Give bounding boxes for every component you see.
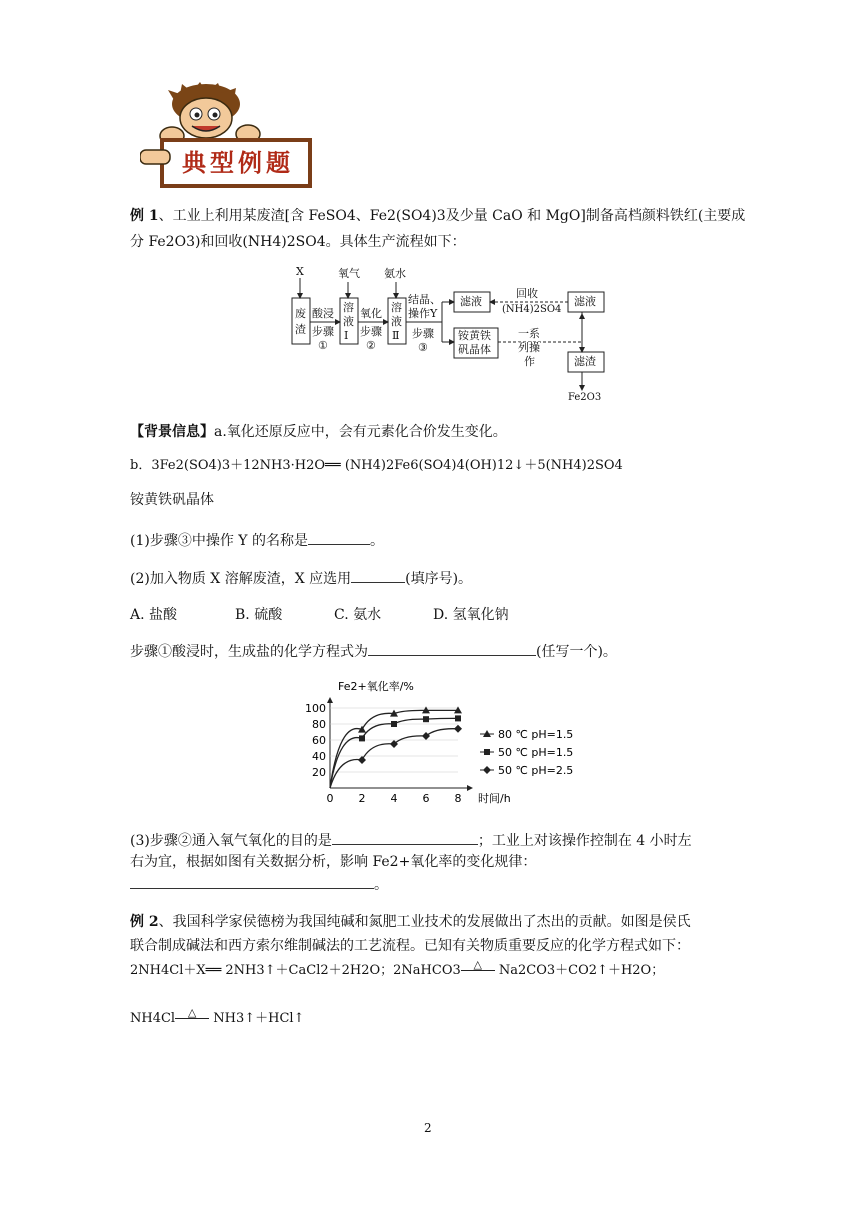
x-tick-label: 4 (390, 792, 398, 805)
x-tick-label: 8 (454, 792, 462, 805)
y-tick-label: 20 (312, 766, 326, 779)
legend-marker (484, 749, 490, 755)
background-info-a: 【背景信息】a.氧化还原反应中，会有元素化合价发生变化。 (130, 424, 507, 440)
question-2: (2)加入物质 X 溶解废渣，X 应选用 (填序号)。 (130, 568, 472, 589)
question-1: (1)步骤③中操作 Y 的名称是 。 (130, 530, 384, 551)
example-badge (140, 80, 320, 192)
ex1-line1: 例 1、工业上利用某废渣[含 FeSO4、Fe2(SO4)3及少量 CaO 和 MgO]制备高档颜料铁红(主要成 (130, 208, 746, 224)
option-a: A. 盐酸 (130, 607, 178, 623)
heat-triangle-icon: △ (175, 1008, 209, 1019)
heat-triangle-icon: △ (461, 960, 495, 971)
data-point (358, 756, 366, 764)
y-tick-label: 100 (305, 702, 326, 715)
data-point (455, 715, 461, 721)
option-b: B. 硫酸 (235, 607, 283, 623)
x-tick-label: 6 (422, 792, 430, 805)
series-line (330, 718, 458, 788)
series-line (330, 729, 458, 788)
flow-arrows (284, 266, 614, 410)
ex2-equation-1: 2NH4Cl＋X══ 2NH3↑＋CaCl2＋2H2O；2NaHCO3 △ Na2CO3＋CO2↑＋H2O； (130, 958, 665, 978)
oxidation-rate-chart (300, 676, 600, 812)
answer-blank-1[interactable] (308, 530, 370, 545)
y-axis-label: Fe2+氧化率/% (338, 680, 414, 693)
y-tick-label: 40 (312, 750, 326, 763)
badge-label: 典型例题 (182, 148, 294, 177)
answer-blank-5[interactable] (130, 874, 374, 889)
ex2-lead: 例 2 (130, 914, 159, 930)
ex2-line1: 例 2、我国科学家侯德榜为我国纯碱和氮肥工业技术的发展做出了杰出的贡献。如图是侯氏 (130, 914, 691, 930)
legend-label: 50 ℃ pH=1.5 (498, 746, 574, 759)
page-number: 2 (424, 1121, 432, 1135)
ex2-equation-2: NH4Cl △ NH3↑＋HCl↑ (130, 1006, 305, 1026)
legend-label: 50 ℃ pH=2.5 (498, 764, 574, 777)
data-point (359, 735, 365, 741)
ex1-lead: 例 1 (130, 208, 159, 224)
legend-marker (483, 766, 491, 774)
y-tick-label: 80 (312, 718, 326, 731)
question-3-line3: 。 (130, 874, 388, 895)
ex1-line2: 分 Fe2O3)和回收(NH4)2SO4。具体生产流程如下： (130, 234, 466, 250)
x-tick-label: 0 (326, 792, 334, 805)
data-point (423, 716, 429, 722)
option-c: C. 氨水 (334, 607, 382, 623)
ex2-line2: 联合制成碱法和西方索尔维制碱法的工艺流程。已知有关物质重要反应的化学方程式如下： (130, 938, 690, 954)
x-tick-label: 2 (358, 792, 366, 805)
question-3-line2: 右为宜，根据如图有关数据分析，影响 Fe2+氧化率的变化规律： (130, 854, 537, 870)
option-d: D. 氢氧化钠 (433, 607, 509, 623)
answer-blank-3[interactable] (368, 641, 536, 656)
x-axis-label: 时间/h (478, 792, 511, 805)
answer-blank-4[interactable] (332, 830, 478, 845)
question-2b: 步骤①酸浸时，生成盐的化学方程式为 (任写一个)。 (130, 641, 617, 662)
background-info-b: b．3Fe2(SO4)3＋12NH3·H2O══ (NH4)2Fe6(SO4)4(OH)12↓＋5(NH4)2SO4 (130, 458, 623, 473)
data-point (454, 725, 462, 733)
background-info-c: 铵黄铁矾晶体 (130, 492, 214, 508)
process-flow-diagram: X 氧气 氨水 废 渣 酸浸 步骤 ① 溶 液 Ⅰ 氧化 步骤 ② 溶 液 Ⅱ 结晶、 操作Y 步骤 ③ 滤液 回收 (NH4)2SO4 滤液 铵黄铁 矾晶体 一系 列操 作 滤渣 Fe2O3 (284, 266, 614, 410)
question-3: (3)步骤②通入氧气氧化的目的是 ；工业上对该操作控制在 4 小时左 (130, 830, 692, 851)
answer-blank-2[interactable] (351, 568, 405, 583)
y-tick-label: 60 (312, 734, 326, 747)
legend-label: 80 ℃ pH=1.5 (498, 728, 574, 741)
data-point (391, 721, 397, 727)
